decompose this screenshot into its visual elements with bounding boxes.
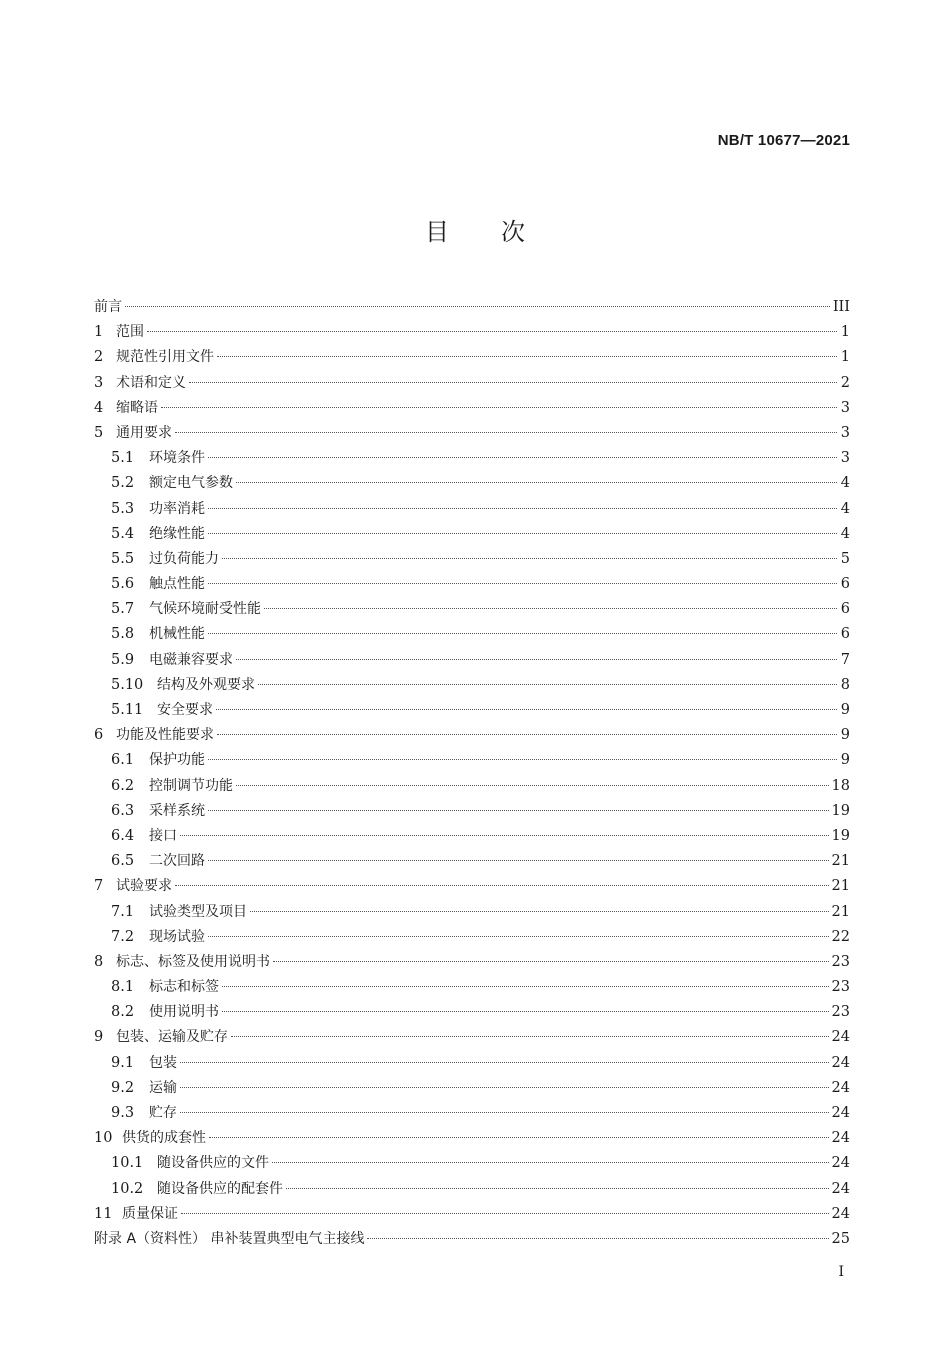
toc-leader-dots bbox=[222, 986, 829, 987]
toc-entry-label: 功能及性能要求 bbox=[116, 727, 214, 744]
toc-entry[interactable] bbox=[94, 548, 850, 573]
toc-leader-dots bbox=[236, 785, 829, 786]
toc-leader-dots bbox=[147, 331, 837, 332]
toc-entry[interactable] bbox=[94, 321, 850, 346]
toc-entry-label: 额定电气参数 bbox=[149, 475, 233, 492]
toc-entry[interactable] bbox=[94, 699, 850, 724]
toc-entry[interactable] bbox=[94, 749, 850, 774]
toc-entry-number: 8 bbox=[94, 953, 104, 970]
toc-entry[interactable] bbox=[94, 523, 850, 548]
toc-leader-dots bbox=[272, 1162, 829, 1163]
toc-entry[interactable] bbox=[94, 724, 850, 749]
toc-entry-page: 24 bbox=[831, 1180, 850, 1197]
toc-entry[interactable] bbox=[94, 825, 850, 850]
toc-entry-number: 5.11 bbox=[111, 702, 144, 718]
toc-entry-number: 9.2 bbox=[111, 1079, 135, 1096]
toc-entry-number: 2 bbox=[94, 349, 104, 366]
toc-leader-dots bbox=[236, 659, 837, 660]
toc-entry[interactable] bbox=[94, 775, 850, 800]
toc-leader-dots bbox=[180, 1112, 829, 1113]
toc-entry-label: 采样系统 bbox=[149, 802, 205, 819]
toc-entry-number: 6 bbox=[94, 727, 104, 744]
toc-entry-page: 21 bbox=[831, 903, 850, 920]
toc-leader-dots bbox=[181, 1213, 829, 1214]
toc-entry-page: 7 bbox=[840, 651, 850, 668]
toc-entry[interactable] bbox=[94, 649, 850, 674]
toc-entry[interactable] bbox=[94, 1203, 850, 1228]
toc-entry-page: 24 bbox=[831, 1130, 850, 1147]
toc-entry-page: 6 bbox=[840, 626, 850, 643]
toc-entry[interactable] bbox=[94, 1228, 850, 1253]
toc-entry-page: 6 bbox=[840, 601, 850, 618]
toc-entry-page: 24 bbox=[831, 1029, 850, 1046]
toc-entry-label: 控制调节功能 bbox=[149, 777, 233, 794]
toc-leader-dots bbox=[208, 457, 837, 458]
toc-entry-page: 4 bbox=[840, 500, 850, 517]
toc-leader-dots bbox=[175, 885, 829, 886]
toc-entry-label: 随设备供应的配套件 bbox=[157, 1180, 283, 1197]
toc-entry-number: 8.2 bbox=[111, 1004, 135, 1021]
standard-number: NB/T 10677—2021 bbox=[717, 132, 850, 149]
toc-entry-page: 3 bbox=[840, 424, 850, 441]
toc-entry-page: 4 bbox=[840, 525, 850, 542]
toc-entry-label: 结构及外观要求 bbox=[157, 676, 255, 693]
toc-leader-dots bbox=[264, 608, 837, 609]
toc-entry-label: 规范性引用文件 bbox=[116, 349, 214, 366]
toc-leader-dots bbox=[208, 533, 837, 534]
toc-leader-dots bbox=[273, 961, 829, 962]
toc-entry-label: 安全要求 bbox=[157, 702, 213, 718]
toc-entry-number: 9.3 bbox=[111, 1105, 135, 1121]
toc-leader-dots bbox=[208, 810, 829, 811]
toc-entry-label: 过负荷能力 bbox=[149, 550, 219, 567]
toc-entry[interactable] bbox=[94, 472, 850, 497]
toc-entry-label: 通用要求 bbox=[116, 424, 172, 441]
toc-entry-label: 贮存 bbox=[149, 1105, 177, 1121]
toc-leader-dots bbox=[161, 407, 837, 408]
toc-entry[interactable] bbox=[94, 1127, 850, 1152]
toc-leader-dots bbox=[125, 306, 830, 307]
toc-entry[interactable] bbox=[94, 573, 850, 598]
toc-leader-dots bbox=[231, 1036, 829, 1037]
toc-entry-page: 6 bbox=[840, 576, 850, 593]
toc-leader-dots bbox=[208, 633, 837, 634]
toc-entry-page: 1 bbox=[840, 324, 850, 341]
toc-entry-page: III bbox=[832, 299, 850, 315]
toc-entry[interactable] bbox=[94, 422, 850, 447]
toc-leader-dots bbox=[208, 860, 829, 861]
toc-entry-number: 11 bbox=[94, 1205, 113, 1222]
toc-entry[interactable] bbox=[94, 447, 850, 472]
toc-entry[interactable] bbox=[94, 346, 850, 371]
toc-entry-page: 4 bbox=[840, 475, 850, 492]
toc-entry-number: 4 bbox=[94, 399, 104, 416]
toc-leader-dots bbox=[189, 382, 837, 383]
toc-entry-label: 供货的成套性 bbox=[122, 1130, 206, 1147]
toc-entry-number: 5.8 bbox=[111, 626, 135, 643]
toc-entry[interactable] bbox=[94, 951, 850, 976]
toc-entry-number: 6.1 bbox=[111, 752, 135, 769]
page-title: 目次 bbox=[425, 218, 577, 246]
toc-leader-dots bbox=[208, 936, 829, 937]
toc-entry-label: 试验要求 bbox=[116, 878, 172, 895]
toc-entry-page: 3 bbox=[840, 450, 850, 467]
toc-entry-label: 术语和定义 bbox=[116, 374, 186, 391]
toc-entry-number: 6.3 bbox=[111, 802, 135, 819]
toc-leader-dots bbox=[258, 684, 837, 685]
toc-entry[interactable] bbox=[94, 1102, 850, 1127]
toc-leader-dots bbox=[367, 1238, 828, 1239]
toc-entry[interactable] bbox=[94, 901, 850, 926]
toc-leader-dots bbox=[236, 482, 837, 483]
toc-leader-dots bbox=[175, 432, 837, 433]
toc-entry-page: 23 bbox=[831, 953, 850, 970]
toc-entry-number: 7 bbox=[94, 878, 104, 895]
toc-entry[interactable] bbox=[94, 397, 850, 422]
toc-entry-label: 标志、标签及使用说明书 bbox=[116, 953, 270, 970]
toc-entry-label: 质量保证 bbox=[122, 1205, 178, 1222]
toc-entry-page: 18 bbox=[831, 777, 850, 794]
toc-entry-number: 5.6 bbox=[111, 576, 135, 593]
toc-entry-page: 9 bbox=[840, 752, 850, 769]
toc-leader-dots bbox=[208, 583, 837, 584]
toc-entry-label: 缩略语 bbox=[116, 399, 158, 416]
toc-entry-label: 包装 bbox=[149, 1054, 177, 1071]
toc-entry-page: 24 bbox=[831, 1105, 850, 1121]
toc-entry-number: 5 bbox=[94, 424, 104, 441]
toc-entry-page: 19 bbox=[831, 802, 850, 819]
toc-entry[interactable] bbox=[94, 1001, 850, 1026]
toc-entry-number: 10 bbox=[94, 1130, 113, 1147]
toc-leader-dots bbox=[217, 356, 837, 357]
toc-entry-label: 范围 bbox=[116, 324, 144, 341]
toc-entry-number: 6.2 bbox=[111, 777, 135, 794]
toc-entry-number: 10.1 bbox=[111, 1155, 144, 1172]
toc-leader-dots bbox=[286, 1188, 829, 1189]
toc-leader-dots bbox=[250, 911, 829, 912]
toc-entry-number: 7.2 bbox=[111, 928, 135, 945]
toc-entry-page: 23 bbox=[831, 979, 850, 996]
toc-entry-number: 5.7 bbox=[111, 601, 135, 618]
toc-entry-label: 环境条件 bbox=[149, 450, 205, 467]
toc-entry-page: 24 bbox=[831, 1054, 850, 1071]
toc-entry-label: 绝缘性能 bbox=[149, 525, 205, 542]
toc-entry-number: 5.2 bbox=[111, 475, 135, 492]
toc-entry-label: 包装、运输及贮存 bbox=[116, 1029, 228, 1046]
toc-entry-label: 接口 bbox=[149, 827, 177, 844]
toc-leader-dots bbox=[180, 1062, 829, 1063]
toc-entry[interactable] bbox=[94, 1052, 850, 1077]
toc-entry-label: 电磁兼容要求 bbox=[149, 651, 233, 668]
toc-entry-label: 标志和标签 bbox=[149, 979, 219, 996]
toc-entry-page: 19 bbox=[831, 827, 850, 844]
toc-entry-page: 2 bbox=[840, 374, 850, 391]
toc-entry-page: 24 bbox=[831, 1079, 850, 1096]
toc-entry-page: 3 bbox=[840, 399, 850, 416]
toc-entry-number: 6.5 bbox=[111, 853, 135, 870]
toc-entry-label: 附录 A（资料性） 串补装置典型电气主接线 bbox=[94, 1230, 365, 1247]
toc-entry-page: 9 bbox=[840, 727, 850, 744]
toc-entry-page: 21 bbox=[831, 878, 850, 895]
toc-entry-label: 气候环境耐受性能 bbox=[149, 601, 261, 618]
toc-entry-label: 试验类型及项目 bbox=[149, 903, 247, 920]
toc-entry-label: 触点性能 bbox=[149, 576, 205, 593]
toc-entry-number: 5.3 bbox=[111, 500, 135, 517]
toc-entry-page: 5 bbox=[840, 550, 850, 567]
toc-entry[interactable] bbox=[94, 1026, 850, 1051]
table-of-contents bbox=[94, 296, 850, 1253]
toc-entry-number: 9.1 bbox=[111, 1054, 135, 1071]
toc-entry[interactable] bbox=[94, 976, 850, 1001]
toc-entry-label: 运输 bbox=[149, 1079, 177, 1096]
toc-leader-dots bbox=[216, 709, 837, 710]
footer-page-number: I bbox=[838, 1264, 844, 1280]
toc-entry-page: 24 bbox=[831, 1155, 850, 1172]
toc-entry-number: 6.4 bbox=[111, 827, 135, 844]
toc-entry-label: 机械性能 bbox=[149, 626, 205, 643]
toc-entry[interactable] bbox=[94, 1152, 850, 1177]
toc-entry[interactable] bbox=[94, 850, 850, 875]
toc-entry[interactable] bbox=[94, 296, 850, 321]
toc-entry[interactable] bbox=[94, 875, 850, 900]
toc-leader-dots bbox=[222, 558, 837, 559]
toc-entry-label: 二次回路 bbox=[149, 853, 205, 870]
toc-leader-dots bbox=[180, 1087, 829, 1088]
toc-entry-number: 3 bbox=[94, 374, 104, 391]
toc-entry[interactable] bbox=[94, 926, 850, 951]
toc-entry-number: 5.1 bbox=[111, 450, 135, 467]
toc-entry-label: 使用说明书 bbox=[149, 1004, 219, 1021]
toc-entry-page: 21 bbox=[831, 853, 850, 870]
toc-entry[interactable] bbox=[94, 674, 850, 699]
toc-entry-label: 功率消耗 bbox=[149, 500, 205, 517]
toc-entry-number: 5.9 bbox=[111, 651, 135, 668]
toc-entry-label: 保护功能 bbox=[149, 752, 205, 769]
toc-entry[interactable] bbox=[94, 498, 850, 523]
toc-leader-dots bbox=[208, 508, 837, 509]
toc-entry-label: 现场试验 bbox=[149, 928, 205, 945]
toc-entry-number: 5.10 bbox=[111, 676, 144, 693]
toc-entry-label: 随设备供应的文件 bbox=[157, 1155, 269, 1172]
toc-entry-page: 25 bbox=[831, 1230, 850, 1247]
toc-entry-page: 8 bbox=[840, 676, 850, 693]
toc-leader-dots bbox=[208, 759, 837, 760]
toc-entry-label: 前言 bbox=[94, 299, 122, 315]
toc-leader-dots bbox=[222, 1011, 829, 1012]
toc-entry-number: 10.2 bbox=[111, 1180, 144, 1197]
toc-entry-page: 9 bbox=[840, 702, 850, 718]
toc-entry-page: 23 bbox=[831, 1004, 850, 1021]
toc-entry-number: 1 bbox=[94, 324, 104, 341]
toc-entry[interactable] bbox=[94, 623, 850, 648]
toc-entry-page: 22 bbox=[831, 928, 850, 945]
toc-leader-dots bbox=[217, 734, 837, 735]
toc-entry[interactable] bbox=[94, 800, 850, 825]
toc-entry[interactable] bbox=[94, 598, 850, 623]
toc-entry[interactable] bbox=[94, 372, 850, 397]
toc-entry-number: 5.5 bbox=[111, 550, 135, 567]
toc-leader-dots bbox=[209, 1137, 829, 1138]
toc-entry-number: 8.1 bbox=[111, 979, 135, 996]
toc-entry-page: 1 bbox=[840, 349, 850, 366]
toc-entry-number: 9 bbox=[94, 1029, 104, 1046]
toc-entry-page: 24 bbox=[831, 1205, 850, 1222]
toc-entry[interactable] bbox=[94, 1077, 850, 1102]
toc-entry[interactable] bbox=[94, 1178, 850, 1203]
toc-entry-number: 7.1 bbox=[111, 903, 135, 920]
toc-leader-dots bbox=[180, 835, 829, 836]
toc-entry-number: 5.4 bbox=[111, 525, 135, 542]
